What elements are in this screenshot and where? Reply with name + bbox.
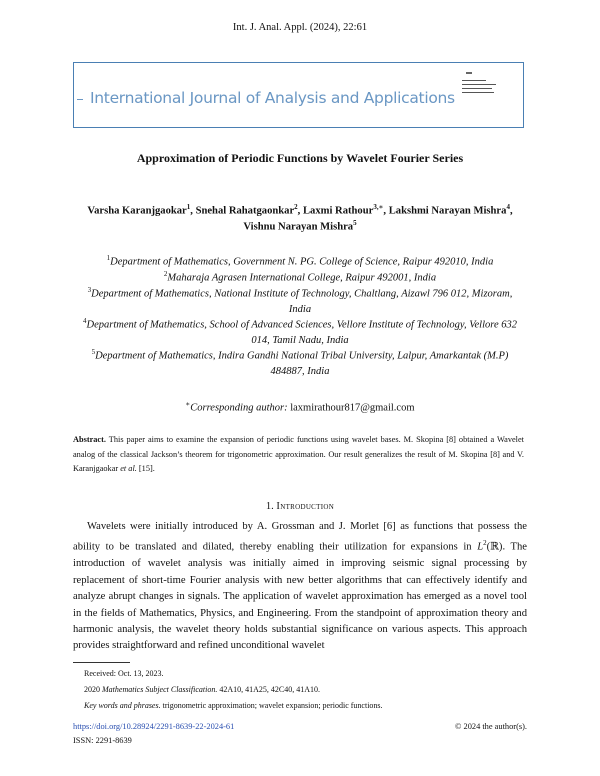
keywords-text: trigonometric approximation; wavelet expansion; periodic functions. bbox=[162, 701, 383, 710]
banner-logo-lines bbox=[462, 80, 496, 96]
footnote-keywords bbox=[84, 701, 383, 710]
affiliation-4 bbox=[78, 314, 522, 348]
affiliation-text: Department of Mathematics, National Institute of Technology, Chaltlang, Aizawl 796 012, Mizoram, India bbox=[91, 288, 513, 315]
footnote-rule bbox=[73, 662, 130, 663]
journal-banner-title: International Journal of Analysis and Applications bbox=[90, 89, 455, 107]
msc-year: 2020 bbox=[84, 685, 100, 694]
abstract bbox=[73, 433, 524, 477]
banner-logo-mark bbox=[466, 72, 472, 74]
affiliation-mark: 3 bbox=[87, 286, 92, 294]
affiliation-text: Department of Mathematics, School of Advanced Sciences, Vellore Institute of Technology, Vellore 632 014, Tamil Nadu, India bbox=[86, 319, 517, 346]
affiliation-mark: 5 bbox=[91, 348, 96, 356]
abstract-text: This paper aims to examine the expansion of periodic functions using wavelet bases. M. Skopina [8] obtained a Wavelet analog of the classical Jackson’s theorem for trigonometric approximation. Our result generalizes the result of M. Skopina [8] and V. Karanjgaokar bbox=[73, 435, 524, 474]
journal-banner bbox=[73, 62, 524, 128]
abstract-etal: et al. bbox=[120, 464, 137, 474]
author-name: Snehal Rahatgaonkar bbox=[195, 205, 295, 217]
author-mark: 3,∗ bbox=[373, 203, 384, 211]
affiliation-mark: 2 bbox=[163, 270, 168, 278]
corresponding-label: Corresponding author: bbox=[190, 402, 288, 414]
author-list-line-2 bbox=[0, 219, 600, 233]
corresponding-author bbox=[0, 400, 600, 414]
issn: ISSN: 2291-8639 bbox=[73, 736, 132, 745]
paper-title: Approximation of Periodic Functions by Wavelet Fourier Series bbox=[136, 151, 464, 165]
msc-label: Mathematics Subject Classification. bbox=[102, 685, 218, 694]
affiliation-3 bbox=[80, 283, 520, 317]
affiliation-text: Department of Mathematics, Government N. PG. College of Science, Raipur 492010, India bbox=[110, 256, 494, 268]
author-mark: 1 bbox=[186, 203, 191, 211]
corresponding-email[interactable]: laxmirathour817@gmail.com bbox=[290, 402, 415, 414]
journal-reference: Int. J. Anal. Appl. (2024), 22:61 bbox=[232, 22, 368, 33]
footnote-received: Received: Oct. 13, 2023. bbox=[84, 669, 164, 678]
author-name: Vishnu Narayan Mishra bbox=[243, 221, 354, 233]
affiliation-mark: 4 bbox=[82, 317, 87, 325]
author-name: Varsha Karanjgaokar bbox=[87, 205, 187, 217]
intro-space-exponent: 2 bbox=[483, 539, 487, 548]
author-name: Laxmi Rathour bbox=[302, 205, 374, 217]
introduction-paragraph bbox=[73, 519, 527, 655]
affiliation-mark: 1 bbox=[106, 254, 111, 262]
keywords-label: Key words and phrases. bbox=[84, 701, 161, 710]
section-number: 1. bbox=[265, 501, 274, 512]
author-mark: 5 bbox=[353, 219, 357, 227]
abstract-label: Abstract. bbox=[73, 435, 106, 444]
affiliation-text: Department of Mathematics, Indira Gandhi National Tribal University, Lalpur, Amarkantak (M.P) 484887, India bbox=[95, 350, 509, 377]
footnote-msc bbox=[84, 685, 320, 694]
introduction-body bbox=[73, 519, 527, 655]
corresponding-mark: ∗ bbox=[185, 400, 191, 408]
affiliation-text: Maharaja Agrasen International College, Raipur 492001, India bbox=[167, 272, 437, 284]
banner-accent-bar bbox=[77, 99, 83, 100]
author-list-line-1: Varsha Karanjgaokar$^1$, Snehal Rahatgaonkar$^2$, Laxmi Rathour$^{3,∗}$, Lakshmi Narayan Mishra$^4$, bbox=[87, 203, 513, 217]
intro-text-continued: The introduction of wavelet analysis was initially aimed in improving seismic signal processing by replacement of short-time Fourier analysis with new better algorithms that can effectively identify and analyze abrupt changes in signals. The application of wavelet approximation has emerged as a novel tool in the fields of Mathematics, Physics, and Engineering. From the standpoint of approximation theory and harmonic analysis, the wavelet theory holds substantial significance on various aspects. This approach provides straightforward and refined unconditional wavelet bbox=[73, 541, 527, 652]
intro-space-argument: (ℝ). bbox=[486, 541, 506, 553]
affiliation-5 bbox=[80, 345, 520, 379]
section-title: Introduction bbox=[276, 501, 335, 512]
msc-codes: 42A10, 41A25, 42C40, 41A10. bbox=[219, 685, 320, 694]
author-mark: 4 bbox=[506, 203, 510, 211]
section-heading bbox=[0, 501, 600, 512]
intro-text: Wavelets were initially introduced by A. Grossman and J. Morlet [6] as functions that possess the ability to be translated and dilated, thereby enabling their utilization for expansions in bbox=[73, 521, 527, 553]
author-name: Lakshmi Narayan Mishra bbox=[388, 205, 507, 217]
doi-link[interactable]: https://doi.org/10.28924/2291-8639-22-2024-61 bbox=[73, 722, 235, 731]
abstract-text-end: [15]. bbox=[138, 464, 155, 474]
intro-space-symbol: L bbox=[477, 541, 484, 553]
copyright: © 2024 the author(s). bbox=[455, 722, 527, 731]
author-mark: 2 bbox=[294, 203, 298, 211]
